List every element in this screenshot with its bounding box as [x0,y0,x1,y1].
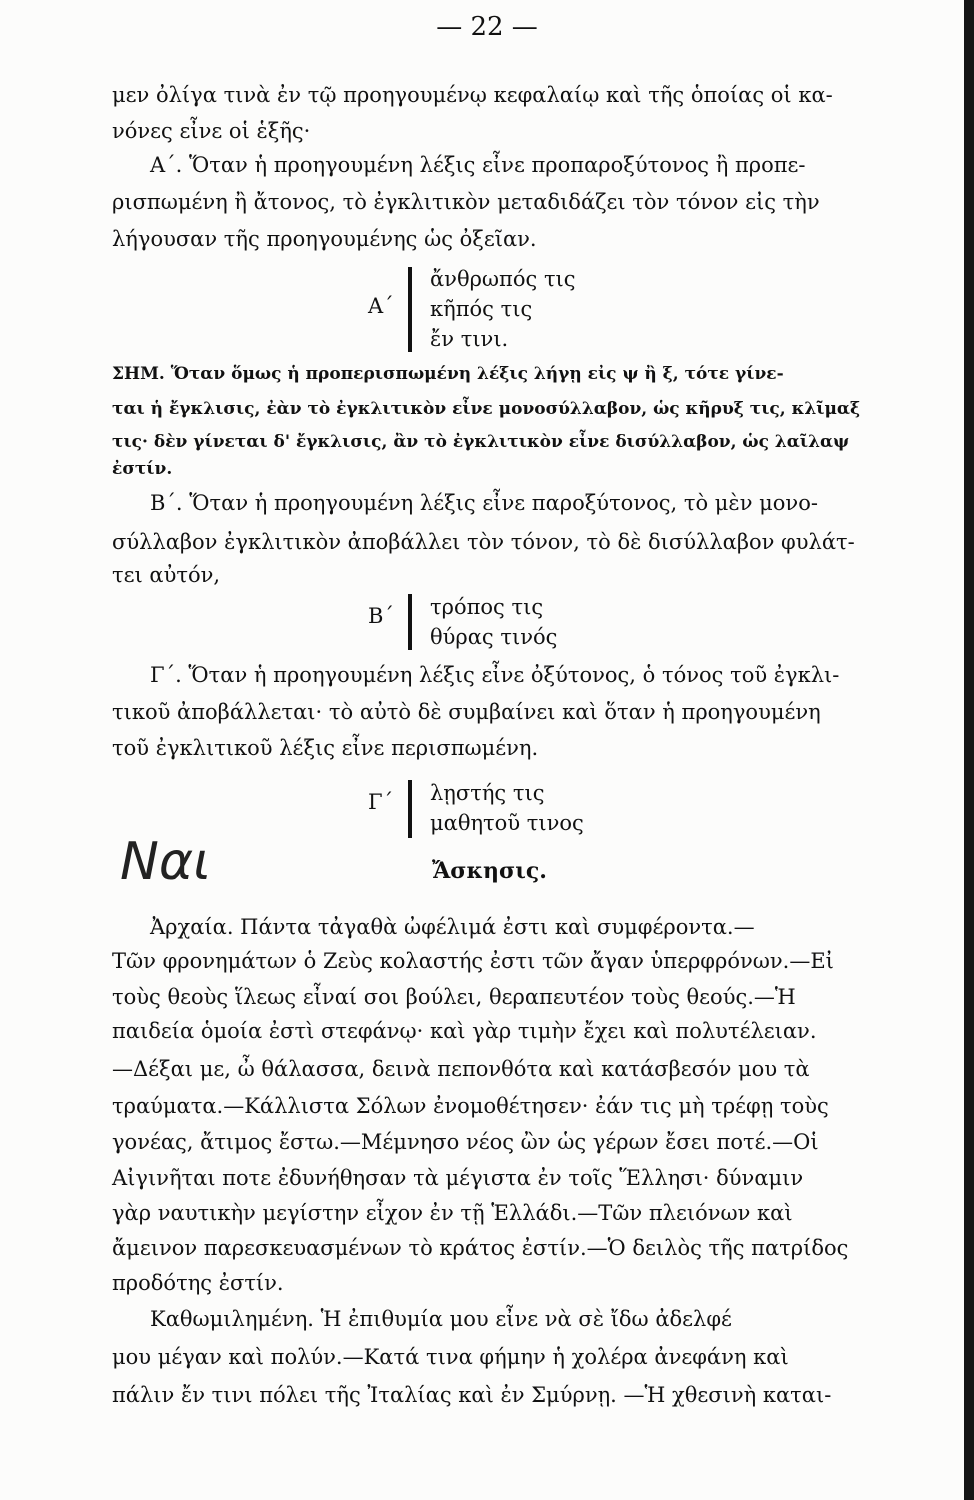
text-line: τει αὐτόν, [112,563,221,587]
exercise-line: τοὺς θεοὺς ἵλεως εἶναί σοι βούλει, θεραπευτέον τοὺς θεούς.—Ἡ [112,985,796,1009]
example-item: μαθητοῦ τινος [430,811,584,835]
example-bracket [408,267,412,352]
exercise-line: Αἰγινῆται ποτε ἐδυνήθησαν τὰ μέγιστα ἐν τοῖς Ἕλλησι· δύναμιν [112,1166,804,1190]
exercise-line: Ἀρχαία. Πάντα τἀγαθὰ ὠφέλιμά ἐστι καὶ συμφέροντα.— [150,915,755,939]
example-bracket [408,594,412,650]
example-item: κῆπός τις [430,297,533,321]
example-item: ἔν τινι. [430,327,509,351]
text-line: μεν ὀλίγα τινὰ ἐν τῷ προηγουμένῳ κεφαλαίῳ καὶ τῆς ὁποίας οἱ κα- [112,83,833,107]
example-label: Α΄ [368,294,394,318]
exercise-line: γονέας, ἄτιμος ἔστω.—Μέμνησο νέος ὢν ὡς γέρων ἔσει ποτέ.—Οἱ [112,1130,819,1154]
example-label: Β΄ [368,604,394,628]
example-label: Γ΄ [368,790,394,814]
rule-c-line: Γ΄. Ὅταν ἡ προηγουμένη λέξις εἶνε ὀξύτονος, ὁ τόνος τοῦ ἐγκλι- [150,663,840,687]
exercise-line: ἄμεινον παρεσκευασμένων τὸ κράτος ἐστίν.—Ὁ δειλὸς τῆς πατρίδος [112,1236,849,1260]
page-number: — 22 — [436,12,538,42]
exercise-line: πάλιν ἔν τινι πόλει τῆς Ἰταλίας καὶ ἐν Σμύρνῃ. —Ἡ χθεσινὴ καται- [112,1383,832,1407]
text-line: νόνες εἶνε οἱ ἑξῆς· [112,119,311,143]
example-item: θύρας τινός [430,625,558,649]
note-line: ΣΗΜ. Ὅταν ὅμως ἡ προπερισπωμένη λέξις λήγῃ εἰς ψ ἢ ξ, τότε γίνε- [112,364,784,384]
example-item: τρόπος τις [430,595,544,619]
example-item: ἄνθρωπός τις [430,267,576,291]
example-bracket [408,780,412,838]
exercise-line: προδότης ἐστίν. [112,1271,284,1295]
text-line: τικοῦ ἀποβάλλεται· τὸ αὐτὸ δὲ συμβαίνει καὶ ὅταν ἡ προηγουμένη [112,700,821,724]
exercise-line: μου μέγαν καὶ πολύν.—Κατά τινα φήμην ἡ χολέρα ἀνεφάνη καὶ [112,1345,789,1369]
text-line: ρισπωμένη ἢ ἄτονος, τὸ ἐγκλιτικὸν μεταδιδάζει τὸν τόνον εἰς τὴν [112,190,820,214]
exercise-line: παιδεία ὁμοία ἐστὶ στεφάνῳ· καὶ γὰρ τιμὴν ἔχει καὶ πολυτέλειαν. [112,1019,817,1043]
text-line: τοῦ ἐγκλιτικοῦ λέξις εἶνε περισπωμένη. [112,736,539,760]
note-line: ἐστίν. [112,459,173,479]
note-line: τις· δὲν γίνεται δ' ἔγκλισις, ἂν τὸ ἐγκλιτικὸν εἶνε δισύλλαβον, ὡς λαῖλαψ [112,432,850,452]
handwritten-annotation: Ναι [120,832,211,892]
rule-b-line: Β΄. Ὅταν ἡ προηγουμένη λέξις εἶνε παροξύτονος, τὸ μὲν μονο- [150,491,818,515]
example-item: λῃστής τις [430,781,545,805]
text-line: λήγουσαν τῆς προηγουμένης ὡς ὀξεῖαν. [112,227,537,251]
exercise-line: γὰρ ναυτικὴν μεγίστην εἶχον ἐν τῇ Ἑλλάδι.—Τῶν πλειόνων καὶ [112,1201,793,1225]
exercises-heading: Ἄσκησις. [432,858,547,884]
exercise-line: —Δέξαι με, ὦ θάλασσα, δεινὰ πεπονθότα καὶ κατάσβεσόν μου τὰ [112,1057,810,1081]
page-edge-shadow [964,0,974,1500]
note-line: ται ἡ ἔγκλισις, ἐὰν τὸ ἐγκλιτικὸν εἶνε μονοσύλλαβον, ὡς κῆρυξ τις, κλῖμαξ [112,399,861,419]
rule-a-line: Α΄. Ὅταν ἡ προηγουμένη λέξις εἶνε προπαροξύτονος ἢ προπε- [150,153,806,177]
exercise-line: τραύματα.—Κάλλιστα Σόλων ἐνομοθέτησεν· ἐάν τις μὴ τρέφῃ τοὺς [112,1094,829,1118]
exercise-line: Τῶν φρονημάτων ὁ Ζεὺς κολαστής ἐστι τῶν ἄγαν ὑπερφρόνων.—Εἰ [112,949,834,973]
text-line: σύλλαβον ἐγκλιτικὸν ἀποβάλλει τὸν τόνον, τὸ δὲ δισύλλαβον φυλάτ- [112,530,855,554]
exercise-line: Καθωμιλημένη. Ἡ ἐπιθυμία μου εἶνε νὰ σὲ ἴδω ἀδελφέ [150,1307,732,1331]
